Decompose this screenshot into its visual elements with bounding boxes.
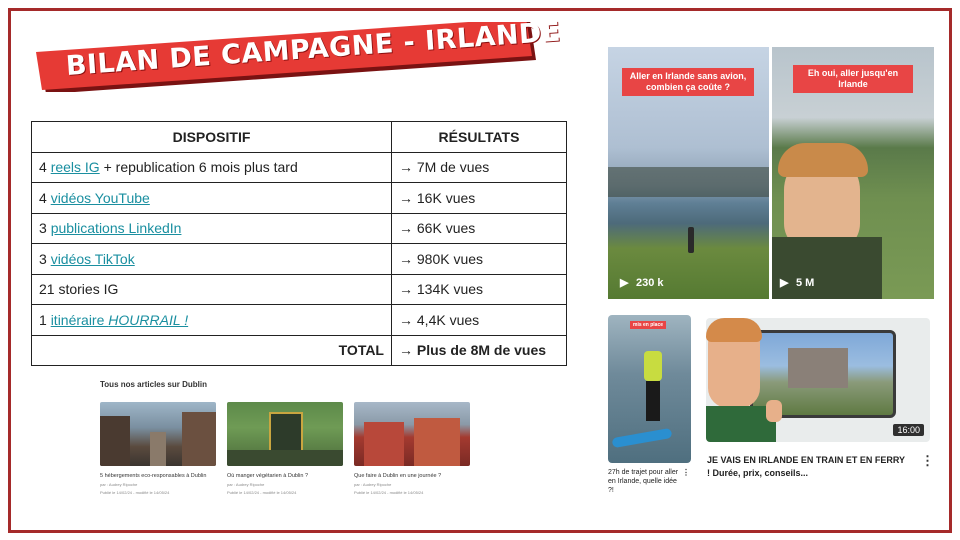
link-reels-ig[interactable]: reels IG	[50, 159, 100, 176]
results-table	[31, 121, 567, 366]
header-dispositif: DISPOSITIF	[32, 122, 392, 153]
short-caption: 27h de trajet pour aller en Irlande, quelle idée ?!	[608, 469, 679, 494]
short-badge: mis en place	[630, 321, 666, 329]
more-options-icon[interactable]: ⋮	[682, 468, 690, 477]
article-image	[354, 402, 470, 466]
table-row: 1 itinéraire HOURRAIL ! → 4,4K vues	[32, 305, 567, 336]
link-videos-youtube[interactable]: vidéos YouTube	[50, 189, 150, 206]
article-card[interactable]: Que faire à Dublin en une journée ? par : Audrey Ripoche Publié le 14/02/24 - modifié le 14/05/24	[354, 402, 470, 496]
reel-caption: Eh oui, aller jusqu'en Irlande	[793, 65, 913, 93]
title-banner	[36, 16, 562, 92]
view-count: 230 k	[636, 277, 664, 289]
header-resultats: RÉSULTATS	[392, 122, 567, 153]
result-cell: → 980K vues	[392, 244, 567, 275]
total-label: TOTAL	[32, 335, 392, 366]
video-duration: 16:00	[893, 424, 924, 436]
table-row: 4 reels IG + republication 6 mois plus tard → 7M de vues	[32, 152, 567, 183]
result-cell: → 134K vues	[392, 274, 567, 305]
article-card[interactable]: Où manger végétarien à Dublin ? par : Audrey Ripoche Publié le 14/02/24 - modifié le 14/05/24	[227, 402, 343, 496]
result-cell: → 4,4K vues	[392, 305, 567, 336]
youtube-title: JE VAIS EN IRLANDE EN TRAIN ET EN FERRY ! Durée, prix, conseils...	[707, 455, 905, 478]
link-videos-tiktok[interactable]: vidéos TikTok	[50, 250, 135, 267]
more-options-icon[interactable]: ⋮	[921, 453, 934, 468]
page-title: BILAN DE CAMPAGNE - IRLANDE	[64, 16, 562, 82]
table-row: 3 publications LinkedIn → 66K vues	[32, 213, 567, 244]
short-video[interactable]	[608, 315, 691, 463]
article-image	[227, 402, 343, 466]
reel-video-2[interactable]	[772, 47, 934, 299]
article-image	[100, 402, 216, 466]
view-count: 5 M	[796, 277, 815, 289]
total-value: → Plus de 8M de vues	[392, 335, 567, 366]
play-icon: ▶	[620, 277, 629, 289]
table-row: 3 vidéos TikTok → 980K vues	[32, 244, 567, 275]
play-icon: ▶	[780, 277, 789, 289]
articles-heading: Tous nos articles sur Dublin	[100, 380, 207, 389]
article-card[interactable]: 5 hébergements eco-responsables à Dublin par : Audrey Ripoche Publié le 14/02/24 - modifié le 14/05/24	[100, 402, 216, 496]
result-cell: → 7M de vues	[392, 152, 567, 183]
total-row	[32, 335, 567, 366]
reel-caption: Aller en Irlande sans avion, combien ça coûte ?	[622, 68, 754, 96]
result-cell: → 16K vues	[392, 183, 567, 214]
table-row: 21 stories IG → 134K vues	[32, 274, 567, 305]
articles-section	[100, 380, 480, 515]
youtube-video[interactable]	[706, 318, 930, 442]
table-row: 4 vidéos YouTube → 16K vues	[32, 183, 567, 214]
link-itineraire-hourrail[interactable]: itinéraire HOURRAIL !	[50, 311, 189, 328]
reel-video-1[interactable]	[608, 47, 769, 299]
result-cell: → 66K vues	[392, 213, 567, 244]
link-publications-linkedin[interactable]: publications LinkedIn	[50, 220, 182, 237]
